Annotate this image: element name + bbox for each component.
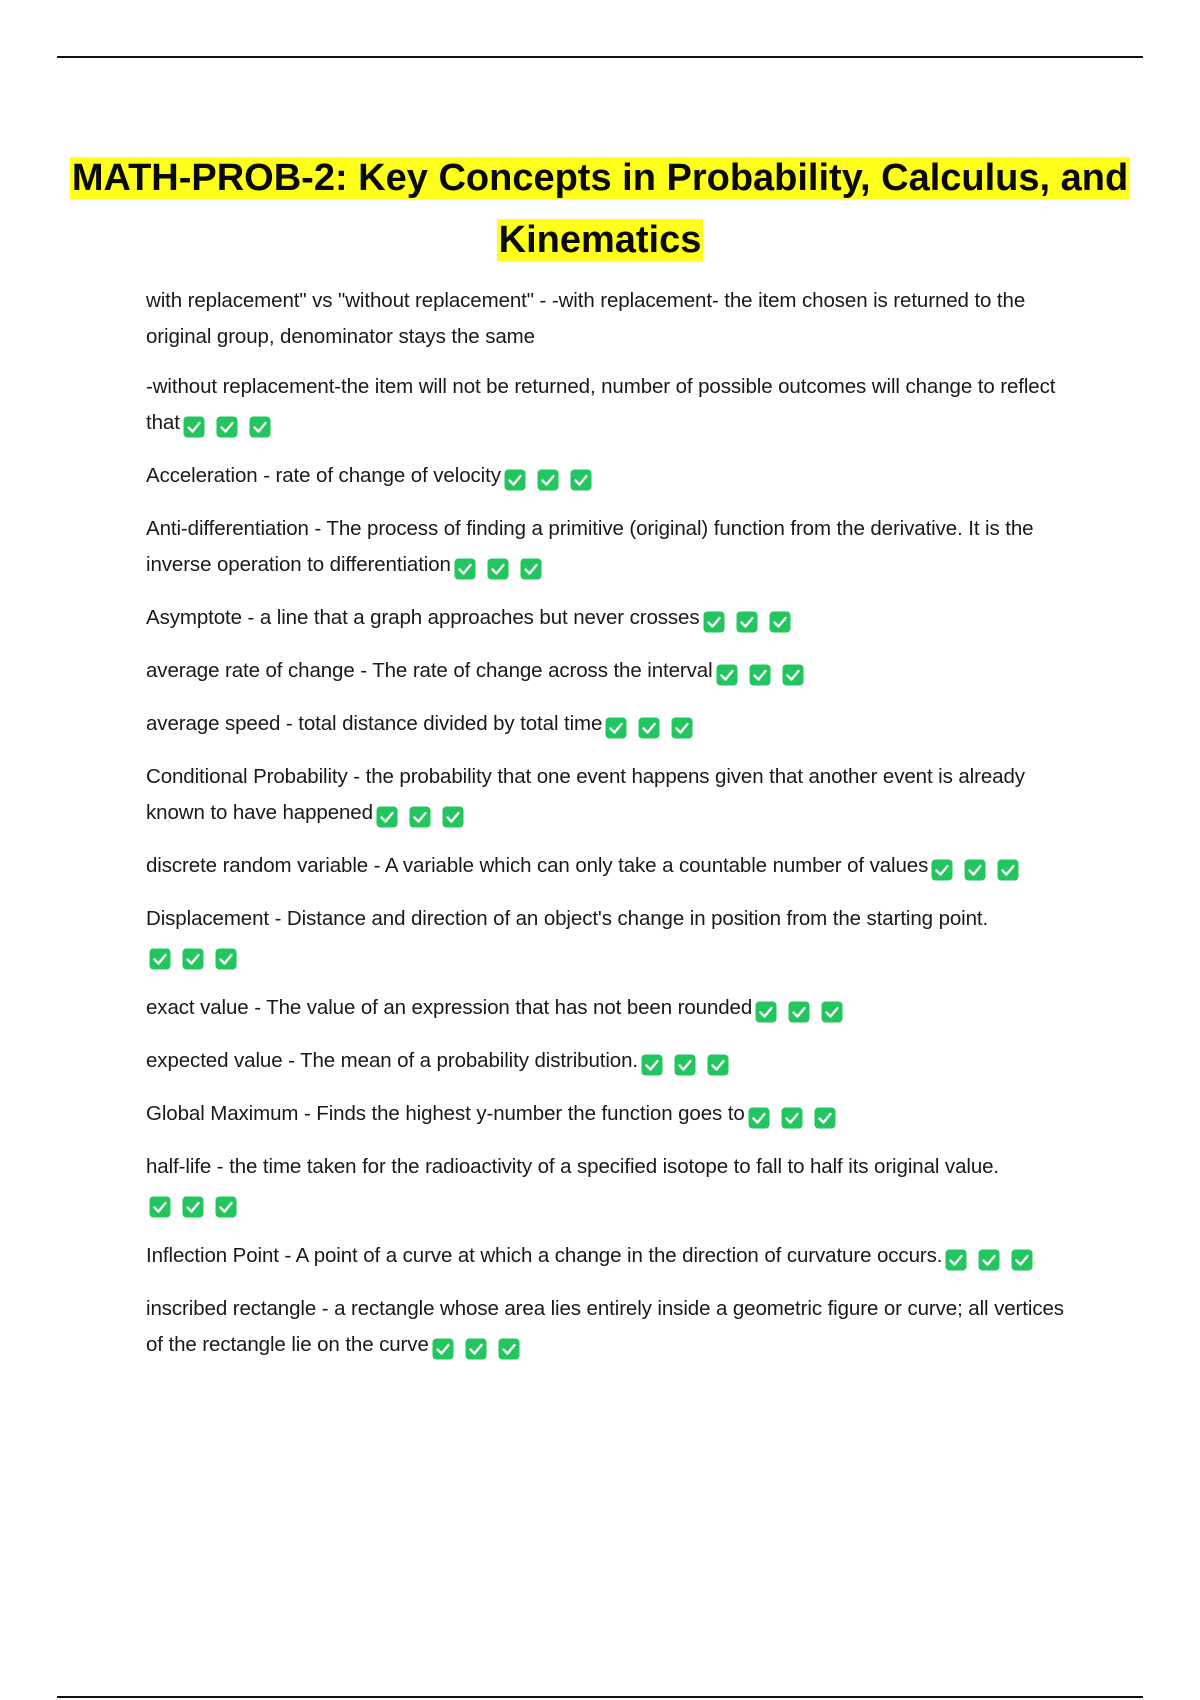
definition-text: Displacement - Distance and direction of an object's change in position from the starting point.	[146, 907, 989, 930]
check-marks	[703, 603, 802, 639]
definition-text: half-life - the time taken for the radioactivity of a specified isotope to fall to half its original value.	[146, 1155, 1000, 1178]
check-mark-icon	[605, 717, 627, 739]
check-marks	[432, 1330, 531, 1366]
check-marks	[376, 798, 475, 834]
check-mark-icon	[1011, 1249, 1033, 1271]
definition-text: -without replacement-the item will not be returned, number of possible outcomes will change to reflect that	[146, 375, 1056, 434]
check-mark-icon	[782, 664, 804, 686]
check-mark-icon	[671, 717, 693, 739]
definition-list	[146, 283, 1078, 1380]
check-mark-icon	[183, 416, 205, 438]
definition-text: Anti-differentiation - The process of finding a primitive (original) function from the derivative. It is the inverse operation to differentiation	[146, 517, 1034, 576]
check-mark-icon	[182, 1196, 204, 1218]
definition-entry	[146, 1149, 1078, 1224]
check-marks	[183, 408, 282, 444]
definition-text: exact value - The value of an expression that has not been rounded	[146, 996, 753, 1019]
definition-entry	[146, 1043, 1078, 1082]
definition-text: with replacement" vs "without replacement" - -with replacement- the item chosen is returned to the original group, denominator stays the same	[146, 289, 1026, 348]
check-mark-icon	[570, 469, 592, 491]
check-mark-icon	[432, 1338, 454, 1360]
definition-text: Global Maximum - Finds the highest y-number the function goes to	[146, 1102, 745, 1125]
check-mark-icon	[703, 611, 725, 633]
definition-entry	[146, 990, 1078, 1029]
check-mark-icon	[376, 806, 398, 828]
check-mark-icon	[814, 1107, 836, 1129]
definition-text: average speed - total distance divided by total time	[146, 712, 603, 735]
check-marks	[641, 1046, 740, 1082]
check-mark-icon	[749, 664, 771, 686]
check-mark-icon	[781, 1107, 803, 1129]
definition-entry	[146, 848, 1078, 887]
check-mark-icon	[641, 1054, 663, 1076]
check-mark-icon	[215, 1196, 237, 1218]
definition-entry	[146, 1238, 1078, 1277]
definition-text: discrete random variable - A variable which can only take a countable number of values	[146, 854, 929, 877]
bottom-rule	[57, 1696, 1143, 1698]
title-block	[60, 147, 1140, 271]
check-mark-icon	[520, 558, 542, 580]
definition-entry	[146, 653, 1078, 692]
check-mark-icon	[409, 806, 431, 828]
check-mark-icon	[149, 948, 171, 970]
check-mark-icon	[465, 1338, 487, 1360]
definition-text: Asymptote - a line that a graph approaches but never crosses	[146, 606, 700, 629]
check-mark-icon	[964, 859, 986, 881]
check-mark-icon	[498, 1338, 520, 1360]
check-marks	[748, 1099, 847, 1135]
check-mark-icon	[716, 664, 738, 686]
definition-entry	[146, 1291, 1078, 1366]
check-mark-icon	[748, 1107, 770, 1129]
check-mark-icon	[707, 1054, 729, 1076]
check-marks	[945, 1241, 1044, 1277]
check-mark-icon	[788, 1001, 810, 1023]
definition-entry	[146, 600, 1078, 639]
check-mark-icon	[769, 611, 791, 633]
definition-text: Conditional Probability - the probability that one event happens given that another event is already known to have happened	[146, 765, 1025, 824]
check-mark-icon	[821, 1001, 843, 1023]
check-marks	[504, 461, 603, 497]
check-mark-icon	[674, 1054, 696, 1076]
check-mark-icon	[149, 1196, 171, 1218]
definition-entry	[146, 369, 1078, 444]
check-mark-icon	[638, 717, 660, 739]
check-marks	[755, 993, 854, 1029]
definition-entry	[146, 706, 1078, 745]
top-rule	[57, 56, 1143, 58]
definition-text: Inflection Point - A point of a curve at which a change in the direction of curvature occurs.	[146, 1244, 943, 1267]
check-mark-icon	[442, 806, 464, 828]
definition-text: expected value - The mean of a probability distribution.	[146, 1049, 639, 1072]
check-mark-icon	[215, 948, 237, 970]
check-mark-icon	[978, 1249, 1000, 1271]
check-marks	[149, 940, 248, 976]
check-mark-icon	[487, 558, 509, 580]
check-mark-icon	[249, 416, 271, 438]
definition-entry	[146, 511, 1078, 586]
check-marks	[149, 1188, 248, 1224]
document-title: MATH-PROB-2: Key Concepts in Probability, Calculus, and Kinematics	[71, 157, 1129, 261]
check-mark-icon	[755, 1001, 777, 1023]
check-mark-icon	[736, 611, 758, 633]
check-mark-icon	[537, 469, 559, 491]
definition-entry	[146, 283, 1078, 355]
check-mark-icon	[945, 1249, 967, 1271]
check-mark-icon	[216, 416, 238, 438]
check-marks	[454, 550, 553, 586]
definition-text: inscribed rectangle - a rectangle whose area lies entirely inside a geometric figure or curve; all vertices of the rectangle lie on the curve	[146, 1297, 1064, 1356]
check-mark-icon	[504, 469, 526, 491]
definition-entry	[146, 759, 1078, 834]
check-marks	[931, 851, 1030, 887]
definition-entry	[146, 1096, 1078, 1135]
definition-text: average rate of change - The rate of change across the interval	[146, 659, 713, 682]
check-mark-icon	[454, 558, 476, 580]
check-mark-icon	[931, 859, 953, 881]
check-mark-icon	[182, 948, 204, 970]
check-mark-icon	[997, 859, 1019, 881]
definition-text: Acceleration - rate of change of velocity	[146, 464, 501, 487]
definition-entry	[146, 458, 1078, 497]
check-marks	[716, 656, 815, 692]
definition-entry	[146, 901, 1078, 976]
check-marks	[605, 709, 704, 745]
